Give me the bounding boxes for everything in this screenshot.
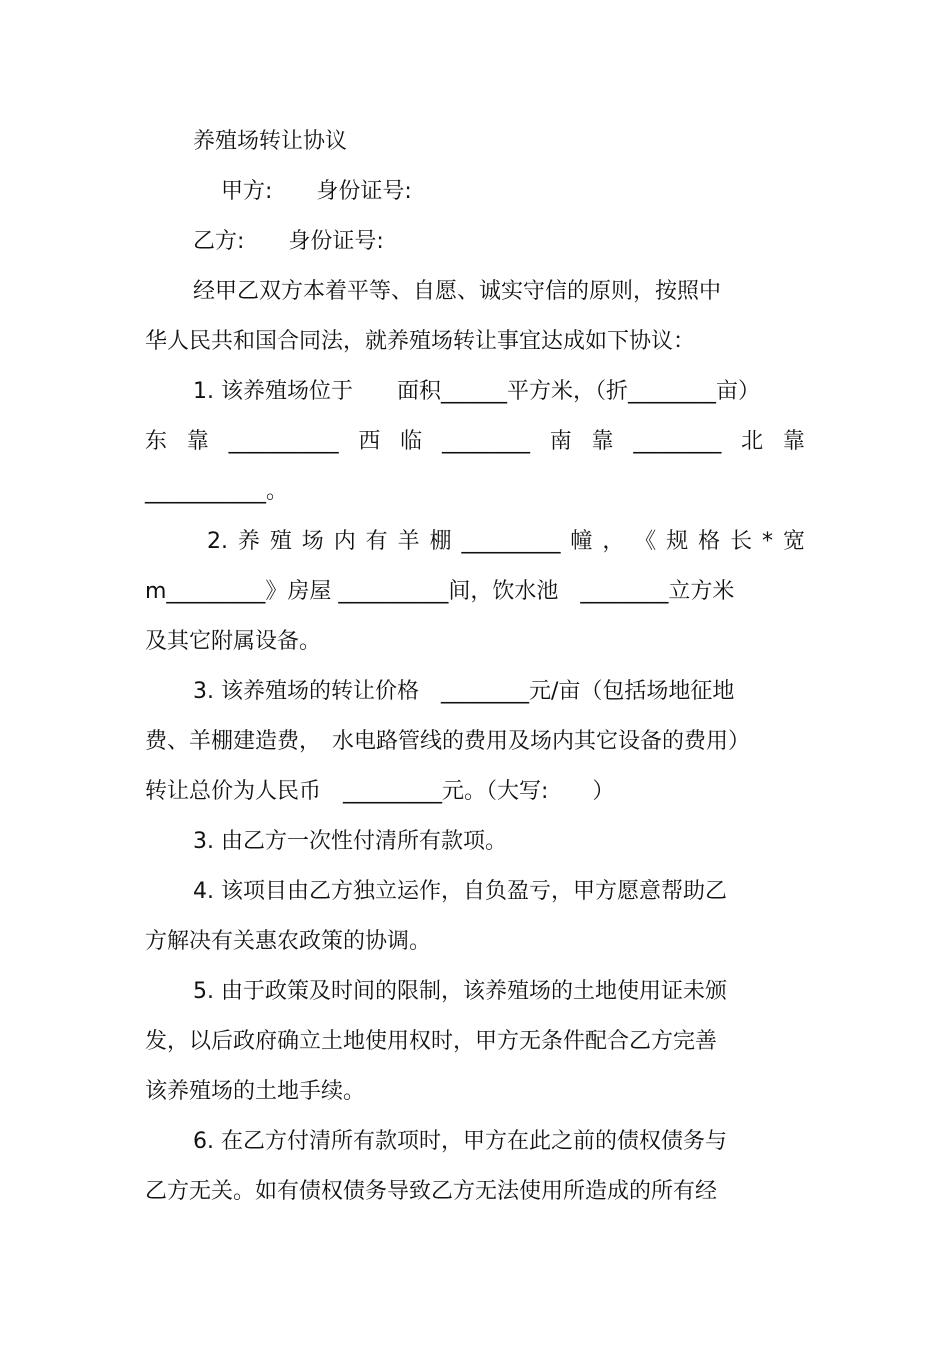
clause-2-line-1: [207, 527, 805, 557]
boundary-token: 南: [549, 429, 572, 454]
clause-1-line-3: ___________。: [145, 479, 289, 504]
boundary-token: 靠: [186, 429, 209, 454]
clause-2-token: 有: [365, 529, 388, 554]
clause-6-line-2: 乙方无关。如有债权债务导致乙方无法使用所造成的所有经: [145, 1179, 718, 1204]
boundary-token: 东: [145, 429, 168, 454]
clause-6-line-1: 6. 在乙方付清所有款项时，甲方在此之前的债权债务与: [193, 1129, 727, 1154]
clause-5-line-1: 5. 由于政策及时间的限制，该养殖场的土地使用证未颁: [193, 979, 727, 1004]
clause-2-token: 规: [666, 529, 689, 554]
clause-4-line-1: 4. 该项目由乙方独立运作，自负盈亏，甲方愿意帮助乙: [193, 879, 727, 904]
clause-3-line-3: 转让总价为人民币 _________元。（大写: ）: [145, 779, 615, 804]
clause-2-line-2: m_________》房屋 __________间，饮水池 ________立方米: [145, 579, 735, 604]
boundary-token: 西: [358, 429, 381, 454]
clause-2-token: 格: [698, 529, 721, 554]
clause-3b-line: 3. 由乙方一次性付清所有款项。: [193, 829, 507, 854]
clause-4-line-2: 方解决有关惠农政策的协调。: [145, 929, 432, 954]
clause-2-token: 2.: [207, 529, 228, 554]
boundary-token: ________: [441, 429, 530, 454]
party-b-line: 乙方: 身份证号:: [193, 229, 384, 254]
clause-2-token: _________: [461, 529, 561, 554]
boundary-token: 靠: [782, 429, 805, 454]
boundary-token: __________: [228, 429, 339, 454]
clause-1-line-1: 1. 该养殖场位于 面积______平方米，（折________亩）: [193, 379, 760, 404]
clause-2-token: 羊: [397, 529, 420, 554]
document-title: 养殖场转让协议: [193, 129, 348, 154]
clause-5-line-2: 发，以后政府确立土地使用权时，甲方无条件配合乙方完善: [145, 1029, 718, 1054]
boundary-token: 临: [400, 429, 423, 454]
clause-2-token: 殖: [269, 529, 292, 554]
clause-2-token: 长: [730, 529, 753, 554]
clause-2-token: 内: [333, 529, 356, 554]
boundary-token: 靠: [591, 429, 614, 454]
intro-line-2: 华人民共和国合同法，就养殖场转让事宜达成如下协议：: [145, 329, 696, 354]
intro-line-1: 经甲乙双方本着平等、自愿、诚实守信的原则，按照中: [193, 279, 722, 304]
clause-2-token: 棚: [429, 529, 452, 554]
clause-2-token: 养: [237, 529, 260, 554]
party-a-line: 甲方: 身份证号:: [221, 179, 412, 204]
clause-2-line-3: 及其它附属设备。: [145, 629, 322, 654]
clause-2-token: 场: [301, 529, 324, 554]
clause-3-line-2: 费、羊棚建造费， 水电路管线的费用及场内其它设备的费用）: [145, 729, 751, 754]
clause-2-token: 幢: [570, 529, 593, 554]
boundary-token: ________: [633, 429, 722, 454]
clause-2-token: *: [762, 529, 774, 554]
boundary-token: 北: [741, 429, 764, 454]
clause-5-line-3: 该养殖场的土地手续。: [145, 1079, 366, 1104]
clause-3-line-1: 3. 该养殖场的转让价格 ________元/亩（包括场地征地: [193, 679, 735, 704]
clause-2-token: ，: [602, 529, 625, 554]
clause-2-token: 《: [634, 529, 657, 554]
clause-2-token: 宽: [782, 529, 805, 554]
clause-1-boundaries-line: [145, 427, 805, 457]
